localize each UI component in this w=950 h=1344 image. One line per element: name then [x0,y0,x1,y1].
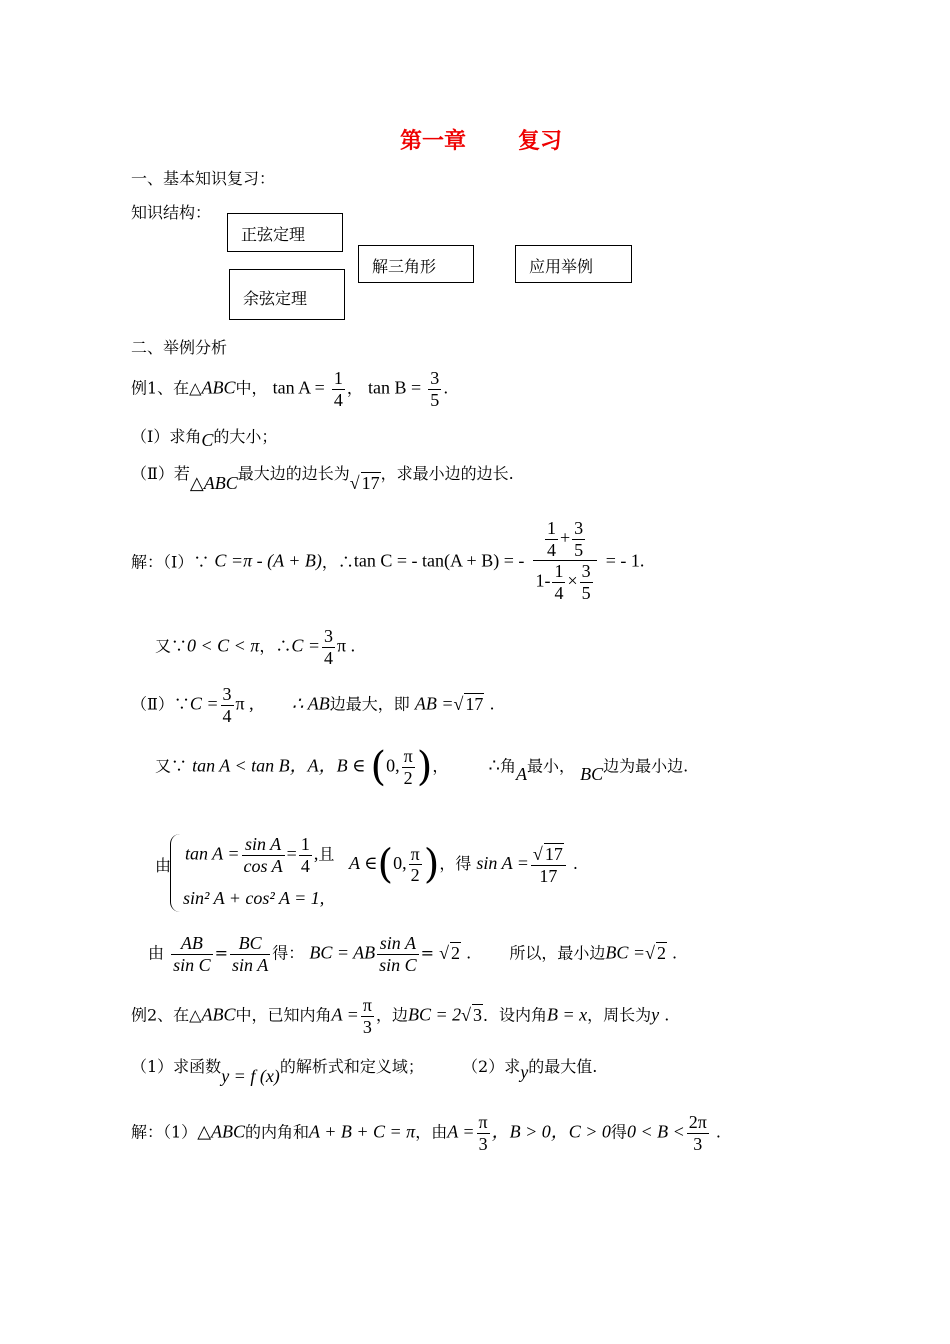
denominator: 4 [554,583,564,604]
text: 最大边的边长为 [237,464,350,483]
text: （Ⅰ）求角 [131,427,202,446]
text: （1）求函数 [131,1057,222,1076]
numerator: π [410,843,420,864]
var-c: C [201,430,214,450]
denominator: 3 [478,1133,488,1154]
bc-side: BC [580,763,604,784]
denominator: 17 [539,865,558,886]
fraction [687,1112,709,1154]
equation: tan A = [185,843,240,864]
text: 又∵ [155,756,188,776]
text: 边最大，即 [329,694,410,714]
denominator: 4 [333,389,343,410]
numerator: sin A [242,834,285,856]
law-of-sines-line: 由 $\frac{AB}{\text{sin C}}$ = $\frac{BC}{\text{sin A}}$ 得： BC = AB $\frac{\text{sin A}}{\text{sin C}}$ = √ 2 . 所以，最小边BC =√ 2 . [148,933,678,975]
fraction [409,844,422,886]
page-title [400,124,562,155]
fraction [402,746,415,788]
text: 0, [393,853,407,874]
numerator: AB [171,933,213,955]
sqrt-expr: √ 3 [461,1004,482,1025]
sqrt-expr: √ 2 [439,942,461,963]
numerator: π [362,995,372,1015]
box-cosine-law: 余弦定理 [229,269,345,320]
section1-heading: 一、基本知识复习： [131,169,276,188]
system-eq2: sin² A + cos² A = 1, [183,888,325,908]
chapter-name: 复习 [518,128,563,154]
radicand: 3 [473,1004,482,1025]
denominator: 3 [362,1016,372,1037]
numerator: 3 [430,368,440,388]
text: 又∵ [155,636,188,656]
text: 中，已知内角 [235,1005,332,1025]
var-y: y [520,1062,529,1082]
equation: BC = [605,942,646,963]
solution3-line: 解：（1）△ABC的内角和A + B + C = π，由A = $\frac{\pi}{3}$ ，B > 0，C > 0得0 < B < $\frac{2\pi}{3}$ . [131,1112,721,1154]
numerator: 2π [688,1112,707,1132]
range: 0 < B < [626,1121,685,1142]
radicand: 17 [465,693,484,714]
text: 边为最小边. [603,756,689,776]
triangle-abc: △ABC [189,473,238,493]
text: （Ⅱ）若 [131,464,190,483]
text: , [313,843,319,864]
text: 所以，最小边 [509,943,606,963]
denominator: sin C [379,954,417,975]
numerator: 3 [324,626,334,646]
text: 1- [535,570,551,591]
example2-intro: 例2、在△ [131,1005,202,1025]
box-application: 应用举例 [515,245,632,283]
text: 由 [148,943,165,963]
denominator: 4 [300,855,310,876]
pi: π . [337,635,356,656]
text: ，∴ [259,636,292,656]
text: （2）求 [462,1057,521,1076]
numerator: 1 [333,368,343,388]
therefore: ∴ [488,755,500,776]
text: 的内角和 [245,1122,310,1142]
system-eq1 [185,834,334,876]
ab-side: ∴ AB [291,693,330,714]
example1-line: 例1、在△ABC中， tan A = $\frac{1}{4}$ ， tan B = $\frac{3}{5}$ . [131,368,449,410]
chapter-label: 第一章 [400,128,467,154]
section2-heading: 二、举例分析 [131,338,228,357]
fraction [552,561,565,603]
tan-b: tan B = [367,377,422,398]
numerator: 1 [300,834,310,854]
text: 中， [235,378,268,398]
example1-intro: 例1、在△ [131,378,202,398]
text: 由 [155,856,172,875]
fraction [221,684,234,726]
var-y: y [651,1004,660,1025]
equation: C = [189,693,219,714]
equation: AB = [414,693,454,714]
system-line [155,833,172,875]
numerator: 3 [581,561,591,582]
left-paren: ( [370,744,387,791]
denominator: 5 [581,583,591,604]
text: 得： [272,943,305,963]
triangle-abc: ABC [201,1004,236,1025]
right-paren: ) [423,841,440,888]
text: = [286,843,297,864]
text: 且 [318,846,335,864]
example1-q2 [131,461,514,493]
system-rest: A ∈(0, $\frac{\pi}{2}$ )，得 sin A = $\frac{√ 17}{17}$ . [349,841,578,888]
denominator: sin C [173,954,211,975]
text: 解：（1） [131,1122,198,1142]
numerator: π [478,1112,488,1132]
fraction [171,933,213,975]
equation: B = x [547,1004,588,1025]
fraction [477,1112,490,1154]
denominator: 3 [693,1133,703,1154]
fraction [377,933,419,975]
fraction [580,561,593,603]
text: 解：（Ⅰ）∵ [131,552,210,572]
big-fraction [533,518,596,604]
fraction: $\frac{√ 17}{17}$ [531,843,566,886]
fraction [361,995,374,1037]
denominator: 4 [222,705,232,726]
a-in: A ∈ [349,853,378,874]
fraction [230,933,270,975]
equation: A = [331,1004,359,1025]
text: ，∴ [321,552,354,572]
equation: C =π - (A + B) [214,550,322,571]
fraction [322,626,335,668]
numerator: sin A [377,933,419,955]
example1-q1 [131,424,278,450]
numerator: 3 [574,518,584,538]
equation: tan C = - tan(A + B) = - [353,550,525,571]
text: 角 [499,756,516,776]
text: ， [432,756,449,776]
equation: C = [291,635,321,656]
text: ，求最小边的边长. [380,464,514,483]
numerator: 1 [546,518,556,538]
range: 0 < C < π [187,635,260,656]
sqrt-expr: √ 2 [645,942,666,963]
fraction [299,834,312,876]
left-paren: ( [377,841,394,888]
denominator: 4 [546,539,556,560]
denominator: 5 [430,389,440,410]
triangle-abc: ABC [201,377,236,398]
numerator: π [403,746,413,766]
solution1-line1 [131,518,644,604]
equation: A = [447,1121,475,1142]
text: 0, [386,755,400,776]
comparison: tan A < tan B，A，B ∈ [192,755,366,776]
text: 的解析式和定义域； [279,1057,424,1076]
text: ．设内角 [483,1005,548,1025]
fraction [242,834,285,876]
var-a: A [516,763,527,784]
function: y = f (x) [221,1066,280,1086]
numerator: $\frac{1}{4}$ + $\frac{3}{5}$ [533,518,596,561]
denominator: 4 [324,647,334,668]
sin-a: sin A = [476,853,529,874]
tan-a: tan A = [272,377,325,398]
text: （Ⅱ）∵ [131,694,190,714]
solution1-line2 [155,626,355,668]
numerator: 3 [222,684,232,704]
text: ，周长为 [587,1005,652,1025]
numerator: 1 [554,561,564,582]
text: 最小， [527,756,576,776]
pi: π , [235,693,254,714]
solution2-line1: （Ⅱ）∵C = $\frac{3}{4}$ π , ∴ AB边最大，即 AB =√ 17 . [131,684,495,726]
radicand: 17 [544,844,563,864]
text: 的最大值. [528,1057,598,1076]
equation: BC = 2 [407,1004,462,1025]
denominator: 2 [410,865,420,886]
denominator: 1- $\frac{1}{4}$ × $\frac{3}{5}$ [535,561,591,604]
denominator: 5 [574,539,584,560]
equation: BC = AB [309,942,376,963]
denominator: sin A [232,954,269,975]
denominator: cos A [243,855,283,876]
box-sine-law: 正弦定理 [227,213,343,252]
system-brace [170,834,183,912]
radicand: 2 [451,942,461,963]
radicand: 2 [656,942,666,963]
condition: ，B > 0，C > 0 [491,1121,611,1142]
box-solve-triangle: 解三角形 [358,245,474,283]
text: 得 [610,1122,627,1142]
fraction [332,368,345,410]
radicand: 17 [361,473,380,493]
structure-label: 知识结构： [131,203,212,222]
denominator: 2 [403,767,413,788]
text: 的大小； [213,427,278,446]
text: ，得 [439,854,472,874]
fraction [572,518,585,560]
numerator: BC [230,933,270,955]
text: ，由 [415,1122,448,1142]
solution2-line2 [155,744,689,791]
right-paren: ) [416,744,433,791]
equation: A + B + C = π [309,1121,416,1142]
sqrt-expr: √ 17 [349,473,380,493]
fraction [545,518,558,560]
text: ，边 [375,1005,408,1025]
fraction [428,368,441,410]
example2-line: 例2、在△ABC中，已知内角A = $\frac{\pi}{3}$ ，边BC = 2√ 3．设内角B = x，周长为y . [131,995,670,1037]
result: = - 1. [605,550,645,571]
sqrt-expr: √ 17 [453,693,484,714]
example2-questions [131,1054,598,1086]
triangle-abc: △ABC [197,1121,246,1142]
